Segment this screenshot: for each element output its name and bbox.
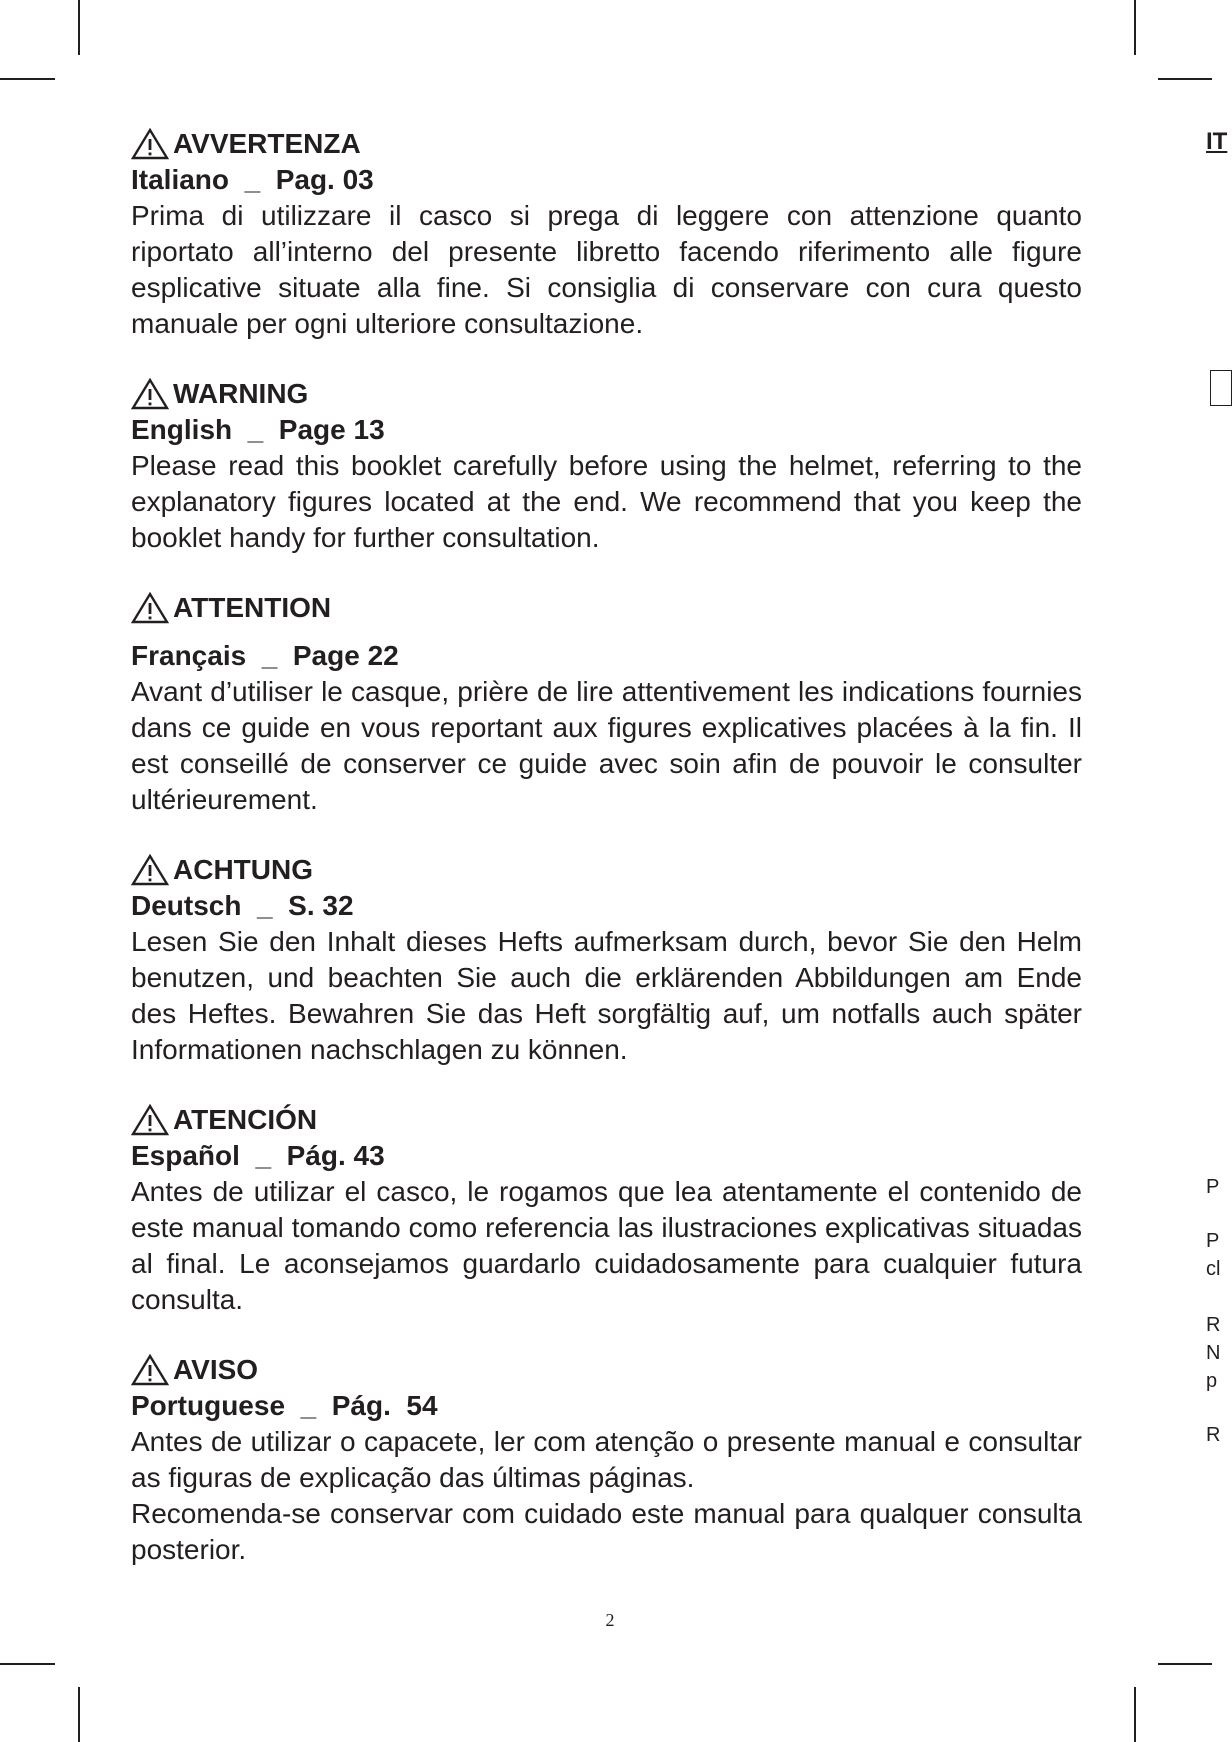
warning-triangle-icon [131, 1104, 169, 1136]
language-page-ref: Portuguese _ Pág. 54 [131, 1390, 438, 1421]
paragraph-text: Antes de utilizar o capacete, ler com atenção o presente manual e consultar as figuras de explicação das últimas páginas. [131, 1426, 1082, 1493]
adjacent-page-fragment: P [1206, 1230, 1220, 1252]
section-german [131, 852, 1082, 1068]
crop-mark-bottom-left-horizontal [0, 1663, 55, 1665]
adjacent-page-fragment: cl [1206, 1258, 1221, 1280]
section-spanish [131, 1102, 1082, 1318]
section-italian [131, 126, 1082, 342]
language-page-ref: Italiano _ Pag. 03 [131, 164, 374, 195]
language-page-ref: Français _ Page 22 [131, 640, 399, 671]
warning-triangle-icon [131, 378, 169, 410]
warning-triangle-icon [131, 1354, 169, 1386]
heading-text: ACHTUNG [173, 854, 313, 885]
heading-text: AVISO [173, 1354, 259, 1385]
paragraph [131, 448, 1082, 556]
section-heading [131, 1102, 1082, 1138]
heading-text: WARNING [173, 378, 309, 409]
section-heading [131, 852, 1082, 888]
adjacent-page-fragment: p [1206, 1370, 1218, 1392]
adjacent-page-sliver [1206, 0, 1228, 1742]
paragraph [131, 924, 1082, 1068]
adjacent-page-fragment: N [1206, 1342, 1221, 1364]
paragraph [131, 198, 1082, 342]
paragraph-text: Antes de utilizar el casco, le rogamos que lea atentamente el contenido de este manual tomando como referencia las ilustraciones explicativas situadas al final. Le aconsejamos guardarlo cuidadosamente para cualquier futura consulta. [131, 1176, 1082, 1315]
paragraph-text: Avant d’utiliser le casque, prière de lire attentivement les indications fournies dans ce guide en vous reportant aux figures explicatives placées à la fin. Il est conseillé de conserver ce guide avec soin afin de pouvoir le consulter ultérieurement. [131, 676, 1082, 815]
heading-text: AVVERTENZA [173, 128, 361, 159]
page-number: 2 [605, 1610, 615, 1630]
paragraph-text: Lesen Sie den Inhalt dieses Hefts aufmerksam durch, bevor Sie den Helm benutzen, und beachten Sie auch die erklärenden Abbildungen am Ende des Heftes. Bewahren Sie das Heft sorgfältig auf, um notfalls auch später Informationen nachschlagen zu können. [131, 926, 1082, 1065]
crop-mark-top-left-vertical [78, 0, 80, 55]
paragraph-text: Prima di utilizzare il casco si prega di leggere con attenzione quanto riportato all’interno del presente libretto facendo riferimento alle figure esplicative situate alla fine. Si consiglia di conservare con cura questo manuale per ogni ulteriore consultazione. [131, 200, 1082, 339]
adjacent-page-fragment: P [1206, 1176, 1220, 1198]
paragraph-text: Please read this booklet carefully before using the helmet, referring to the explanatory figures located at the end. We recommend that you keep the booklet handy for further consultation. [131, 450, 1082, 553]
section-heading [131, 126, 1082, 162]
warning-triangle-icon [131, 592, 169, 624]
paragraph [131, 1174, 1082, 1318]
paragraph-text: Recomenda-se conservar com cuidado este manual para qualquer consulta posterior. [131, 1498, 1082, 1565]
crop-mark-top-right-horizontal [1158, 78, 1212, 80]
adjacent-page-fragment: R [1206, 1424, 1221, 1446]
adjacent-page-fragment: R [1206, 1314, 1221, 1336]
adjacent-page-header: IT [1206, 128, 1228, 155]
language-page-ref: Deutsch _ S. 32 [131, 890, 354, 921]
heading-text: ATTENTION [173, 592, 332, 623]
crop-mark-bottom-right-horizontal [1158, 1663, 1212, 1665]
section-heading [131, 376, 1082, 412]
section-heading [131, 1352, 1082, 1388]
crop-mark-top-right-vertical [1134, 0, 1136, 55]
language-page-ref: English _ Page 13 [131, 414, 385, 445]
warning-triangle-icon [131, 854, 169, 886]
crop-mark-bottom-left-vertical [78, 1687, 80, 1742]
section-english [131, 376, 1082, 556]
warnings-content [131, 126, 1082, 1568]
section-heading [131, 590, 1082, 626]
crop-mark-top-left-horizontal [0, 78, 55, 80]
section-french [131, 590, 1082, 818]
paragraph [131, 674, 1082, 818]
heading-text: ATENCIÓN [173, 1104, 318, 1135]
paragraph [131, 1424, 1082, 1568]
adjacent-page-box [1210, 370, 1232, 406]
warning-triangle-icon [131, 128, 169, 160]
crop-mark-bottom-right-vertical [1134, 1687, 1136, 1742]
language-page-ref: Español _ Pág. 43 [131, 1140, 385, 1171]
section-portuguese [131, 1352, 1082, 1568]
